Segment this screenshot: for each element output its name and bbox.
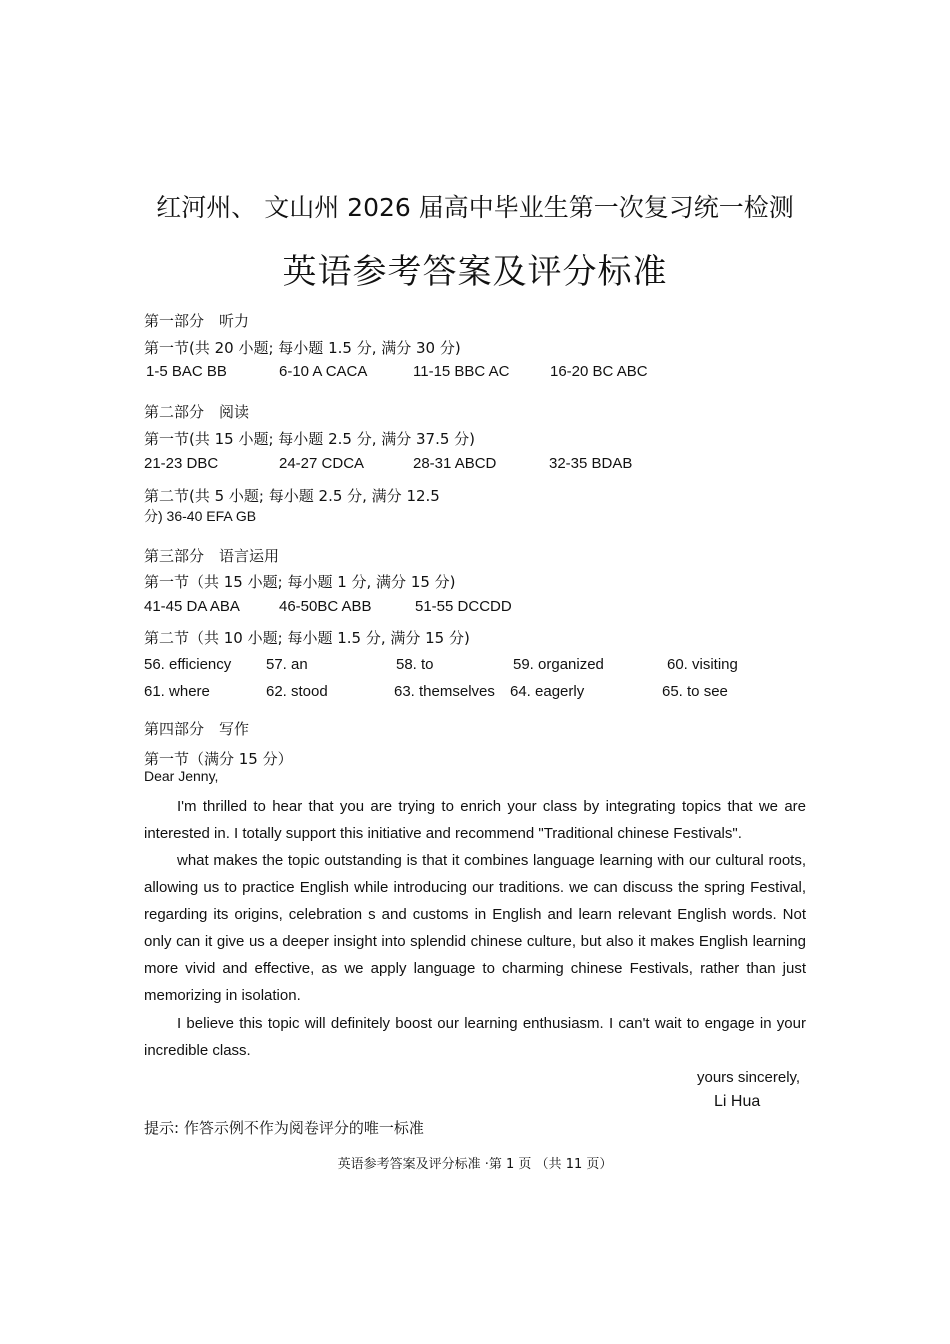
letter-closing: yours sincerely, — [697, 1069, 801, 1086]
answer-group: 1-5 BAC BB — [146, 363, 227, 380]
answer-group: 46-50BC ABB — [279, 598, 372, 615]
answer-item: 57. an — [266, 656, 308, 673]
answer-item: 62. stood — [266, 683, 328, 700]
answer-item: 59. organized — [513, 656, 604, 673]
letter-salutation: Dear Jenny, — [144, 768, 219, 784]
part1-title: 第一部分 听力 — [144, 312, 250, 330]
part3-section1-title: 第一节（共 15 小题; 每小题 1 分, 满分 15 分) — [144, 573, 456, 591]
answer-item: 61. where — [144, 683, 210, 700]
page-footer: 英语参考答案及评分标准 ·第 1 页 （共 11 页） — [337, 1157, 613, 1172]
letter-paragraph-2: what makes the topic outstanding is that it combines language learning with our cultural roots, allowing us to practice English while introducing our traditions. we can discuss the spring Festival, regarding its origins, celebration s and customs in English and learn relevant English words. Not only can it give us a deeper insight into splendid chinese culture, but also it makes English learning more vivid and effective, as we apply language to charming chinese Festivals, rather than just memorizing in isolation. — [144, 852, 806, 1004]
part4-section1-title: 第一节（满分 15 分） — [144, 750, 293, 768]
answer-item: 56. efficiency — [144, 656, 232, 673]
answer-group: 28-31 ABCD — [413, 455, 497, 472]
answer-item: 60. visiting — [667, 656, 738, 673]
part2-section1-title: 第一节(共 15 小题; 每小题 2.5 分, 满分 37.5 分) — [144, 430, 476, 448]
part2-section2-title: 第二节(共 5 小题; 每小题 2.5 分, 满分 12.5 — [144, 487, 440, 505]
part3-section2-title: 第二节（共 10 小题; 每小题 1.5 分, 满分 15 分) — [144, 629, 470, 647]
answer-item: 58. to — [396, 656, 434, 673]
part2-title: 第二部分 阅读 — [144, 403, 250, 421]
letter-signature: Li Hua — [714, 1093, 761, 1110]
answer-group: 6-10 A CACA — [279, 363, 368, 380]
answer-item: 64. eagerly — [510, 683, 585, 700]
document-title: 英语参考答案及评分标准 — [282, 252, 668, 292]
part3-title: 第三部分 语言运用 — [144, 547, 280, 565]
letter-paragraph-1: I'm thrilled to hear that you are trying to enrich your class by integrating topics that we are interested in. I totally support this initiative and recommend "Traditional chinese Festivals". — [144, 798, 806, 842]
answer-group: 51-55 DCCDD — [415, 598, 512, 615]
answer-item: 63. themselves — [394, 683, 495, 700]
part2-section2-answers: 分) 36-40 EFA GB — [144, 508, 257, 524]
letter-paragraph-3: I believe this topic will definitely boost our learning enthusiasm. I can't wait to engage in your incredible class. — [144, 1015, 806, 1059]
part4-title: 第四部分 写作 — [144, 720, 250, 738]
grading-note: 提示: 作答示例不作为阅卷评分的唯一标准 — [144, 1119, 424, 1137]
answer-group: 21-23 DBC — [144, 455, 219, 472]
answer-group: 41-45 DA ABA — [144, 598, 240, 615]
answer-group: 24-27 CDCA — [279, 455, 365, 472]
part1-section1-title: 第一节(共 20 小题; 每小题 1.5 分, 满分 30 分) — [144, 339, 461, 357]
answer-item: 65. to see — [662, 683, 728, 700]
answer-group: 16-20 BC ABC — [550, 363, 648, 380]
exam-title: 红河州、 文山州 2026 届高中毕业生第一次复习统一检测 — [156, 193, 794, 222]
answer-group: 11-15 BBC AC — [413, 363, 510, 380]
answer-group: 32-35 BDAB — [549, 455, 633, 472]
